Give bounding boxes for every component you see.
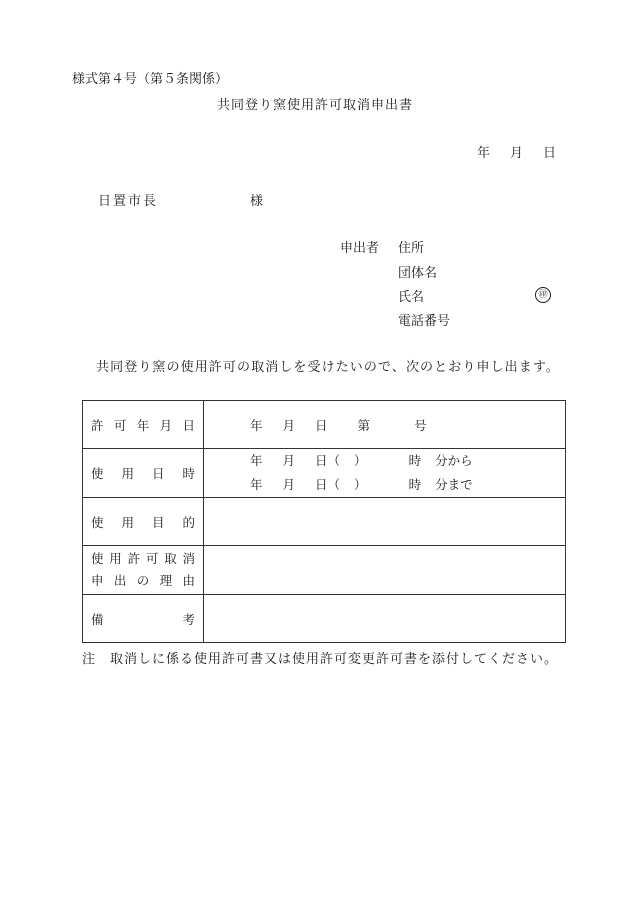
from-month: 月 — [282, 453, 296, 468]
row-remarks — [83, 595, 566, 643]
label-char: 考 — [182, 611, 195, 627]
label-reason — [83, 546, 204, 595]
use-from-line — [204, 449, 565, 473]
phone-label: 電話番号 — [398, 314, 451, 329]
label-char: 年 — [136, 417, 150, 433]
permit-no-suffix: 号 — [414, 417, 427, 433]
from-weekday-close: ） — [354, 453, 367, 468]
label-char: 申 — [91, 573, 104, 588]
footnote: 注 取消しに係る使用許可書又は使用許可変更許可書を添付してください。 — [82, 652, 559, 667]
row-reason — [83, 546, 566, 595]
to-year: 年 — [250, 477, 263, 492]
permit-no-prefix: 第 — [357, 417, 371, 433]
label-char: 由 — [182, 573, 195, 588]
value-permit-date[interactable] — [204, 401, 566, 449]
permit-day: 日 — [315, 417, 328, 433]
label-char: 使 — [91, 466, 104, 481]
row-permit-date — [83, 401, 566, 449]
label-use-datetime — [83, 449, 204, 498]
label-char: 日 — [182, 417, 195, 433]
row-use-datetime — [83, 449, 566, 498]
date-month: 月 — [510, 146, 524, 161]
label-char: 月 — [159, 417, 173, 433]
label-char: 可 — [113, 417, 127, 433]
document-title: 共同登り窯使用許可取消申出書 — [216, 98, 413, 113]
applicant-label: 申出者 — [340, 241, 380, 256]
to-day: 日（ — [315, 477, 341, 492]
label-char: 備 — [91, 611, 104, 627]
label-purpose — [83, 498, 204, 546]
label-char: の — [136, 573, 150, 588]
date-day: 日 — [543, 146, 557, 161]
applicant-name-label: 氏名 — [398, 290, 425, 305]
value-use-datetime[interactable] — [204, 449, 566, 498]
permit-month: 月 — [282, 417, 296, 433]
date-line — [477, 142, 556, 161]
value-reason[interactable] — [204, 546, 566, 595]
label-char: 日 — [151, 466, 165, 481]
label-remarks — [83, 595, 204, 643]
label-char: 用 — [121, 466, 134, 481]
seal-glyph: ㊞ — [538, 290, 548, 300]
seal-mark — [535, 287, 551, 303]
label-char: 用 — [109, 551, 122, 566]
address-label: 住所 — [398, 241, 425, 256]
label-char: 消 — [182, 551, 195, 566]
addressee-honorific: 様 — [250, 194, 264, 209]
label-char: 的 — [182, 514, 195, 530]
from-minute: 分から — [435, 453, 473, 468]
to-minute: 分まで — [435, 477, 473, 492]
label-char: 出 — [113, 573, 127, 588]
label-char: 許 — [127, 551, 141, 566]
application-table — [82, 400, 566, 643]
label-char: 用 — [121, 514, 134, 530]
from-year: 年 — [250, 453, 263, 468]
permit-year: 年 — [250, 417, 263, 433]
from-hour: 時 — [408, 453, 422, 468]
value-remarks[interactable] — [204, 595, 566, 643]
label-char: 使 — [91, 514, 104, 530]
addressee-name: 日置市長 — [98, 194, 159, 209]
value-purpose[interactable] — [204, 498, 566, 546]
row-purpose — [83, 498, 566, 546]
form-number: 様式第４号（第５条関係） — [72, 72, 229, 87]
date-year: 年 — [477, 146, 491, 161]
label-char: 目 — [151, 514, 165, 530]
label-char: 使 — [91, 551, 104, 566]
statement-text: 共同登り窯の使用許可の取消しを受けたいので、次のとおり申し出ます。 — [96, 360, 561, 375]
from-day: 日（ — [315, 453, 341, 468]
label-char: 取 — [164, 551, 177, 566]
to-hour: 時 — [408, 477, 422, 492]
to-weekday-close: ） — [354, 477, 367, 492]
group-name-label: 団体名 — [398, 266, 438, 281]
use-to-line — [204, 473, 565, 497]
to-month: 月 — [282, 477, 296, 492]
label-char: 理 — [159, 573, 173, 588]
label-permit-date — [83, 401, 204, 449]
label-char: 可 — [145, 551, 159, 566]
label-char: 許 — [91, 417, 104, 433]
label-char: 時 — [182, 466, 195, 481]
